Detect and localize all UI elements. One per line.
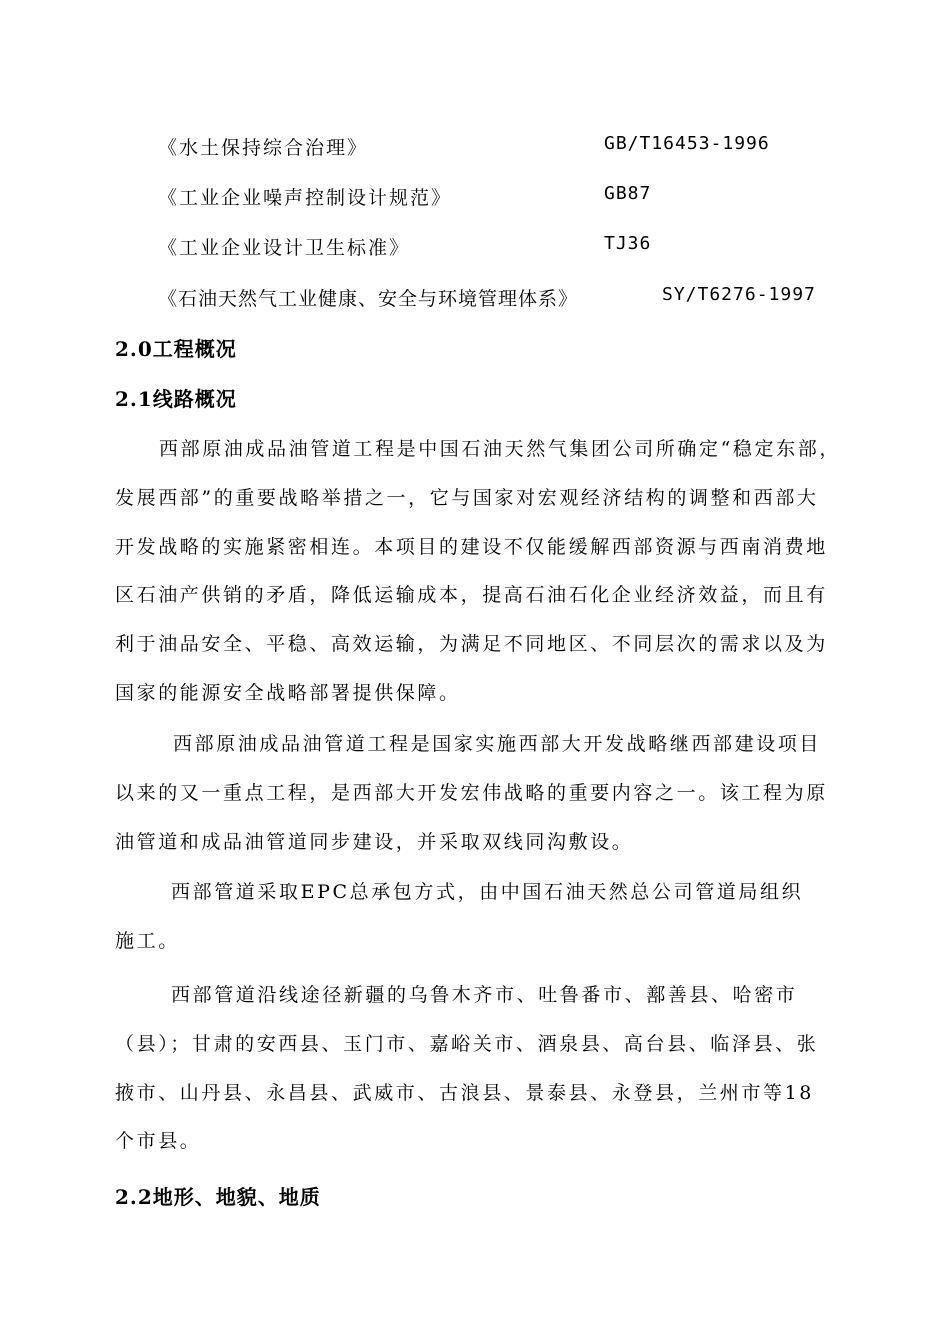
paragraph-line: 利于油品安全、平稳、高效运输，为满足不同地区、不同层次的需求以及为 xyxy=(115,633,828,656)
paragraph-line: （县）；甘肃的安西县、玉门市、嘉峪关市、酒泉县、高台县、临泽县、张 xyxy=(115,1032,819,1055)
paragraph xyxy=(115,868,860,966)
paragraph-line: 区石油产供销的矛盾，降低运输成本，提高石油石化企业经济效益，而且有 xyxy=(115,584,828,607)
paragraph-line: 油管道和成品油管道同步建设，并采取双线同沟敷设。 xyxy=(115,830,634,853)
paragraph-line: 施工。 xyxy=(115,929,180,952)
paragraph-line: 西部管道沿线途径新疆的乌鲁木齐市、吐鲁番市、鄯善县、哈密市 xyxy=(171,984,798,1006)
paragraph xyxy=(115,971,860,1166)
paragraph xyxy=(115,425,860,718)
standard-title: 《工业企业设计卫生标准》 xyxy=(158,237,411,259)
standard-title: 《工业企业噪声控制设计规范》 xyxy=(158,187,453,209)
section-heading-2-1: 2.1线路概况 xyxy=(115,387,237,411)
standard-code: TJ36 xyxy=(604,233,652,254)
paragraph-line: 西部管道采取EPC总承包方式，由中国石油天然总公司管道局组织 xyxy=(171,881,804,903)
standard-code: SY/T6276-1997 xyxy=(662,284,816,305)
paragraph-line: 以来的又一重点工程，是西部大开发宏伟战略的重要内容之一。该工程为原 xyxy=(115,781,828,804)
standard-row xyxy=(0,284,950,324)
paragraph-line: 国家的能源安全战略部署提供保障。 xyxy=(115,681,461,704)
standard-row xyxy=(0,183,950,223)
standard-title: 《水土保持综合治理》 xyxy=(158,137,369,159)
paragraph-line: 开发战略的实施紧密相连。本项目的建设不仅能缓解西部资源与西南消费地 xyxy=(115,535,828,558)
standard-row xyxy=(0,133,950,173)
standard-code: GB87 xyxy=(604,183,652,204)
standard-row xyxy=(0,233,950,273)
paragraph-line: 西部原油成品油管道工程是中国石油天然气集团公司所确定“稳定东部， xyxy=(159,438,841,460)
paragraph-line: 发展西部”的重要战略举措之一，它与国家对宏观经济结构的调整和西部大 xyxy=(115,486,819,509)
section-heading-2-0: 2.0工程概况 xyxy=(115,337,237,361)
standard-code: GB/T16453-1996 xyxy=(604,133,770,154)
paragraph-line: 个市县。 xyxy=(115,1130,202,1153)
section-heading-2-2: 2.2地形、地貌、地质 xyxy=(115,1185,321,1209)
paragraph-line: 掖市、山丹县、永昌县、武威市、古浪县、景泰县、永登县，兰州市等18 xyxy=(115,1081,814,1104)
standard-title: 《石油天然气工业健康、安全与环境管理体系》 xyxy=(158,288,579,310)
paragraph xyxy=(115,720,860,866)
paragraph-line: 西部原油成品油管道工程是国家实施西部大开发战略继西部建设项目 xyxy=(173,733,822,755)
